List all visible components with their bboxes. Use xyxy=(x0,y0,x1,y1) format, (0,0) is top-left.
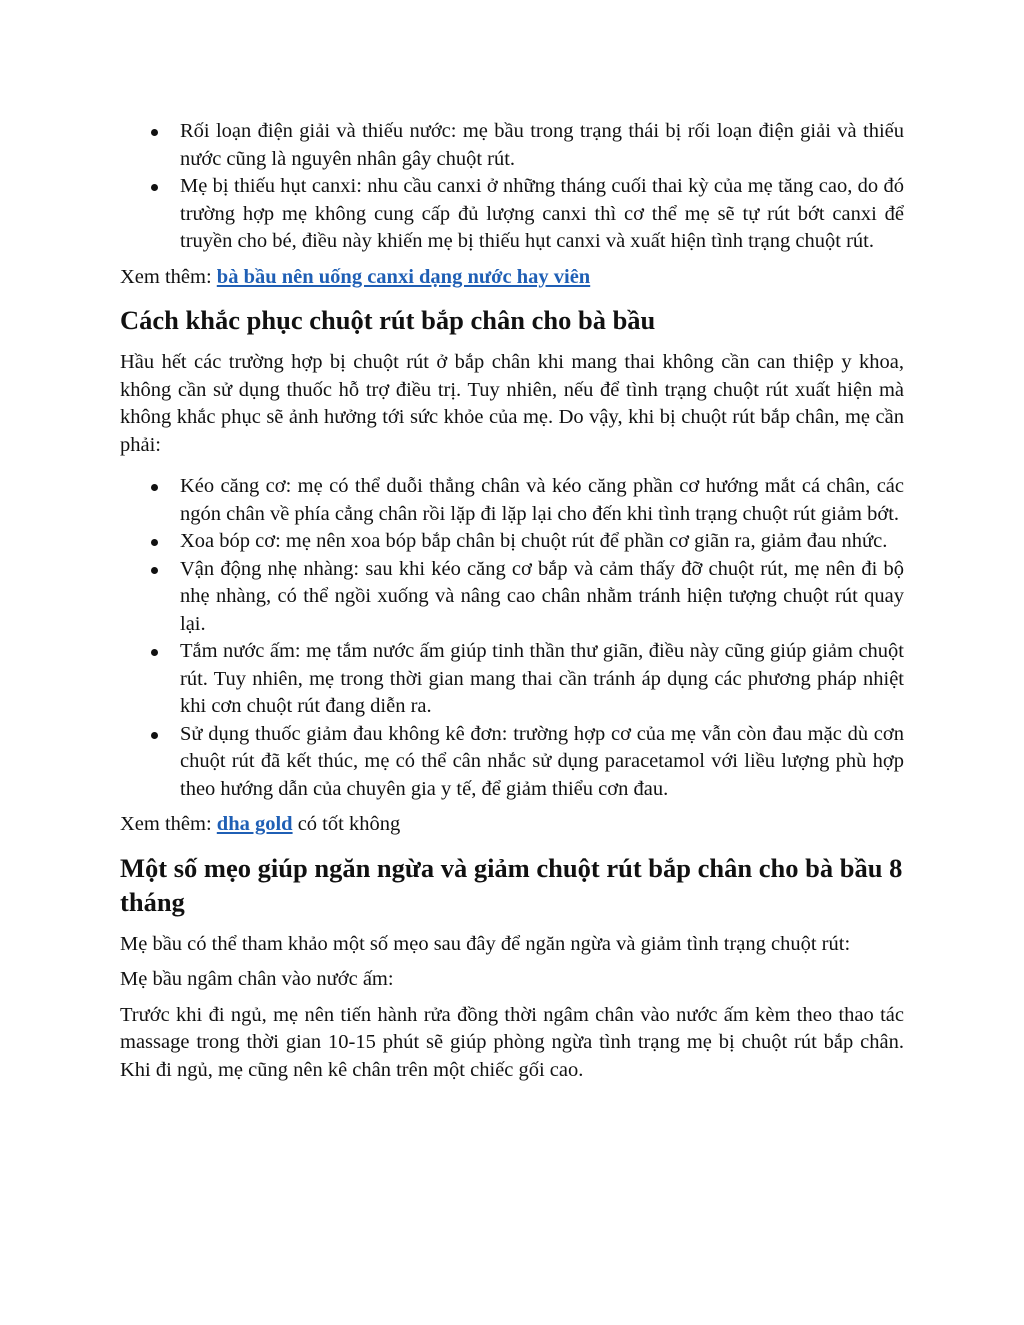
list-item-text: Mẹ bị thiếu hụt canxi: nhu cầu canxi ở những tháng cuối thai kỳ của mẹ tăng cao, do đó trường hợp mẹ không cung cấp đủ lượng canxi thì cơ thể mẹ sẽ tự rút bớt canxi để truyền cho bé, điều này khiến mẹ bị thiếu hụt canxi và xuất hiện tình trạng chuột rút. xyxy=(180,175,904,252)
section-heading-remedies: Cách khắc phục chuột rút bắp chân cho bà bầu xyxy=(120,305,656,335)
see-more-link-calcium[interactable]: bà bầu nên uống canxi dạng nước hay viên xyxy=(216,265,591,288)
list-item xyxy=(120,638,904,721)
paragraph: Hầu hết các trường hợp bị chuột rút ở bắp chân khi mang thai không cần can thiệp y khoa, không cần sử dụng thuốc hỗ trợ điều trị. Tuy nhiên, nếu để tình trạng chuột rút xuất hiện mà không khắc phục sẽ ảnh hưởng tới sức khỏe của mẹ. Do vậy, khi bị chuột rút bắp chân, mẹ cần phải: xyxy=(120,351,904,456)
list-item-text: Sử dụng thuốc giảm đau không kê đơn: trường hợp cơ của mẹ vẫn còn đau mặc dù cơn chuột rút đã kết thúc, mẹ có thể cân nhắc sử dụng paracetamol với liều lượng phù hợp theo hướng dẫn của chuyên gia y tế, để giảm thiểu cơn đau. xyxy=(180,722,904,800)
bullet-icon xyxy=(151,649,158,656)
list-item xyxy=(120,118,904,173)
see-more-prefix: Xem thêm: xyxy=(120,265,217,288)
list-item xyxy=(120,473,904,528)
see-more-line xyxy=(120,811,904,839)
paragraph: Mẹ bầu có thể tham khảo một số mẹo sau đây để ngăn ngừa và giảm tình trạng chuột rút: xyxy=(120,932,851,955)
see-more-suffix: có tốt không xyxy=(292,813,401,835)
bullet-icon xyxy=(151,567,158,574)
cause-list xyxy=(120,118,904,256)
list-item-text: Rối loạn điện giải và thiếu nước: mẹ bầu trong trạng thái bị rối loạn điện giải và thiếu nước cũng là nguyên nhân gây chuột rút. xyxy=(180,120,904,170)
bullet-icon xyxy=(151,484,158,491)
paragraph: Trước khi đi ngủ, mẹ nên tiến hành rửa đồng thời ngâm chân vào nước ấm kèm theo thao tác massage trong thời gian 10-15 phút sẽ giúp phòng ngừa tình trạng mẹ bị chuột rút bắp chân. Khi đi ngủ, mẹ cũng nên kê chân trên một chiếc gối cao. xyxy=(120,1003,904,1081)
bullet-icon xyxy=(151,184,158,191)
list-item xyxy=(120,528,904,556)
list-item-text: Vận động nhẹ nhàng: sau khi kéo căng cơ bắp và cảm thấy đỡ chuột rút, mẹ nên đi bộ nhẹ nhàng, có thể ngồi xuống và nâng cao chân nhằm tránh hiện tượng chuột rút quay lại. xyxy=(180,557,904,635)
list-item-text: Tắm nước ấm: mẹ tắm nước ấm giúp tinh thần thư giãn, điều này cũng giúp giảm chuột rút. Tuy nhiên, mẹ trong thời gian mang thai cần tránh áp dụng các phương pháp nhiệt khi cơn chuột rút đang diễn ra. xyxy=(180,640,904,717)
see-more-line xyxy=(120,264,904,292)
bullet-icon xyxy=(151,129,158,136)
list-item xyxy=(120,721,904,804)
paragraph: Mẹ bầu ngâm chân vào nước ấm: xyxy=(120,968,394,990)
list-item xyxy=(120,173,904,256)
remedy-list xyxy=(120,473,904,803)
see-more-prefix: Xem thêm: xyxy=(120,813,217,835)
see-more-link-dha-gold[interactable]: dha gold xyxy=(216,813,293,835)
section-heading-tips: Một số mẹo giúp ngăn ngừa và giảm chuột rút bắp chân cho bà bầu 8 tháng xyxy=(120,852,903,917)
list-item-text: Xoa bóp cơ: mẹ nên xoa bóp bắp chân bị chuột rút để phần cơ giãn ra, giảm đau nhức. xyxy=(180,530,888,552)
document-page xyxy=(120,118,904,1084)
bullet-icon xyxy=(151,539,158,546)
list-item xyxy=(120,556,904,639)
bullet-icon xyxy=(151,732,158,739)
list-item-text: Kéo căng cơ: mẹ có thể duỗi thẳng chân và kéo căng phần cơ hướng mắt cá chân, các ngón chân về phía cẳng chân rồi lặp đi lặp lại cho đến khi tình trạng chuột rút giảm bớt. xyxy=(180,475,904,525)
